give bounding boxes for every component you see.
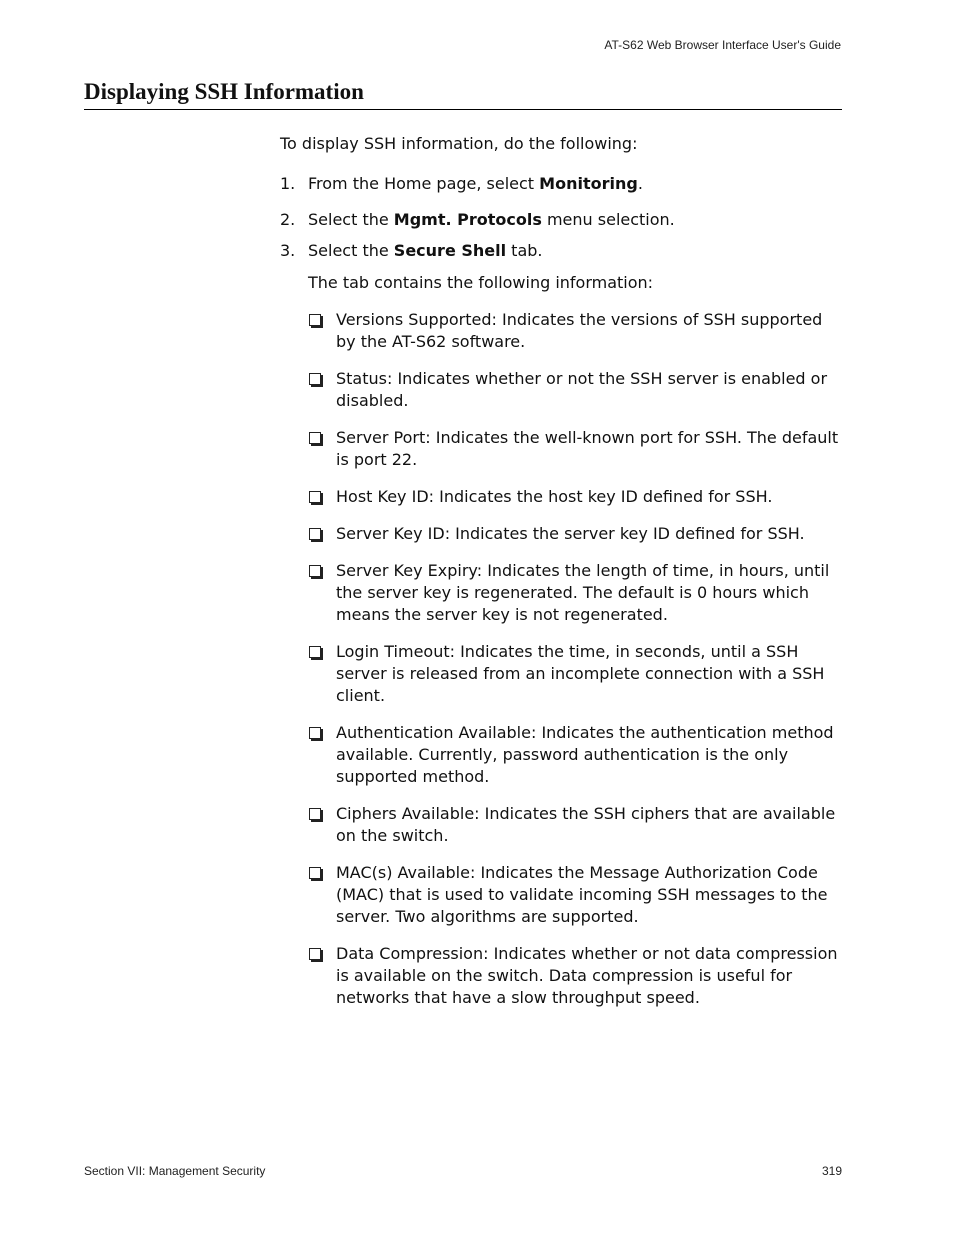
step-list (280, 173, 842, 262)
field-description: MAC(s) Available: Indicates the Message Authorization Code (MAC) that is used to validate incoming SSH messages to the server. Two algorithms are supported. (336, 863, 828, 926)
list-item (308, 862, 842, 928)
checkbox-bullet-icon (309, 314, 321, 326)
step-item (280, 173, 842, 195)
checkbox-bullet-icon (309, 808, 321, 820)
step-number: 2. (280, 210, 296, 229)
checkbox-bullet-icon (309, 528, 321, 540)
list-item (308, 309, 842, 353)
step-text: menu selection. (541, 210, 675, 229)
field-description: Status: Indicates whether or not the SSH server is enabled or disabled. (336, 369, 828, 410)
step-number: 3. (280, 241, 296, 260)
step-item (280, 209, 842, 231)
checkbox-bullet-icon (309, 373, 321, 385)
step-text: From the Home page, select (308, 174, 540, 193)
section-title: Displaying SSH Information (84, 79, 364, 104)
intro-paragraph: To display SSH information, do the following: (280, 134, 638, 153)
step-menu-name: Mgmt. Protocols (393, 210, 542, 229)
step-item (280, 240, 842, 262)
list-item (308, 523, 842, 545)
field-description: Versions Supported: Indicates the versions of SSH supported by the AT-S62 software. (336, 310, 823, 351)
step-text: Select the (308, 210, 394, 229)
step-menu-name: Secure Shell (393, 241, 507, 260)
field-description: Server Key Expiry: Indicates the length of time, in hours, until the server key is regenerated. The default is 0 hours which means the server key is not regenerated. (336, 561, 830, 624)
step-text: tab. (506, 241, 543, 260)
running-header: AT-S62 Web Browser Interface User's Guide (604, 38, 841, 52)
body-content (280, 133, 842, 1024)
field-description: Server Port: Indicates the well-known port for SSH. The default is port 22. (336, 428, 839, 469)
step-number: 1. (280, 174, 296, 193)
list-item (308, 641, 842, 707)
footer-section-label: Section VII: Management Security (84, 1164, 266, 1178)
field-list (308, 309, 842, 1009)
field-description: Host Key ID: Indicates the host key ID defined for SSH. (336, 487, 773, 506)
field-description: Data Compression: Indicates whether or not data compression is available on the switch. Data compression is useful for networks that have a slow throughput speed. (336, 944, 838, 1007)
title-rule (84, 109, 842, 110)
field-description: Ciphers Available: Indicates the SSH ciphers that are available on the switch. (336, 804, 836, 845)
field-description: Authentication Available: Indicates the authentication method available. Currently, password authentication is the only supported method. (336, 723, 834, 786)
list-item (308, 368, 842, 412)
list-item (308, 803, 842, 847)
list-item (308, 427, 842, 471)
page-number: 319 (821, 1164, 842, 1178)
checkbox-bullet-icon (309, 491, 321, 503)
tab-intro-paragraph: The tab contains the following information: (308, 273, 654, 292)
list-item (308, 560, 842, 626)
step-text: . (637, 174, 643, 193)
list-item (308, 486, 842, 508)
checkbox-bullet-icon (309, 565, 321, 577)
list-item (308, 722, 842, 788)
checkbox-bullet-icon (309, 867, 321, 879)
checkbox-bullet-icon (309, 948, 321, 960)
step-menu-name: Monitoring (539, 174, 638, 193)
list-item (308, 943, 842, 1009)
field-description: Login Timeout: Indicates the time, in seconds, until a SSH server is released from an incomplete connection with a SSH client. (336, 642, 825, 705)
checkbox-bullet-icon (309, 727, 321, 739)
checkbox-bullet-icon (309, 432, 321, 444)
field-description: Server Key ID: Indicates the server key ID defined for SSH. (336, 524, 805, 543)
checkbox-bullet-icon (309, 646, 321, 658)
step-text: Select the (308, 241, 394, 260)
